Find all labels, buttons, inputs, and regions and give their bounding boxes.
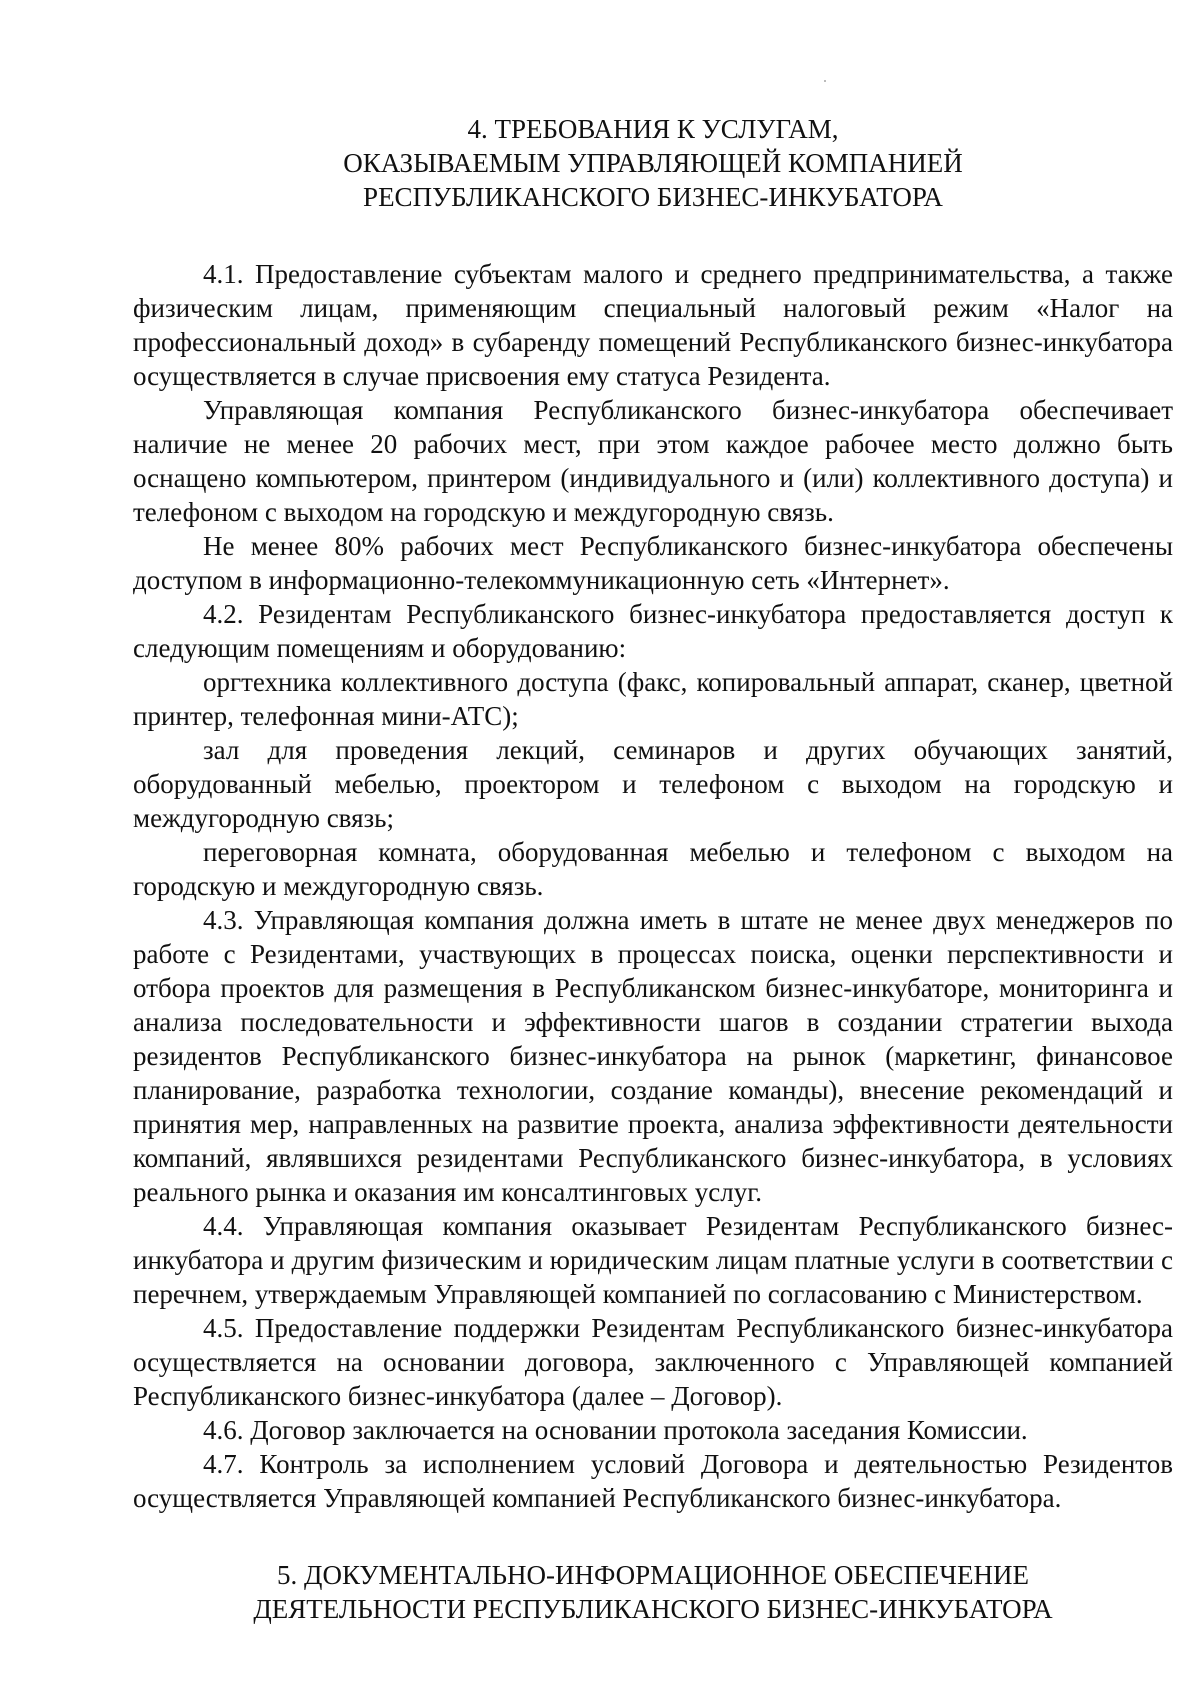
paragraph-4-7: 4.7. Контроль за исполнением условий Договора и деятельностью Резидентов осуществляется Управляющей компанией Республиканского бизнес-инкубатора. bbox=[133, 1449, 1173, 1513]
section-4-title-line: РЕСПУБЛИКАНСКОГО БИЗНЕС-ИНКУБАТОРА bbox=[363, 182, 943, 212]
paragraph-4-6: 4.6. Договор заключается на основании протокола заседания Комиссии. bbox=[203, 1415, 1028, 1445]
paragraph-4-3: 4.3. Управляющая компания должна иметь в штате не менее двух менеджеров по работе с Резидентами, участвующих в процессах поиска, оценки перспективности и отбора проектов для размещения в Республиканском бизнес-инкубаторе, мониторинга и анализа последовательности и эффективности шагов в создании стратегии выхода резидентов Республиканского бизнес-инкубатора на рынок (маркетинг, финансовое планирование, разработка технологии, создание команды), внесение рекомендаций и принятия мер, направленных на развитие проекта, анализа эффективности деятельности компаний, являвшихся резидентами Республиканского бизнес-инкубатора, в условиях реального рынка и оказания им консалтинговых услуг. bbox=[133, 905, 1173, 1207]
paragraph-internet: Не менее 80% рабочих мест Республиканского бизнес-инкубатора обеспечены доступом в информационно-телекоммуникационную сеть «Интернет». bbox=[133, 531, 1173, 595]
section-4-title-line: 4. ТРЕБОВАНИЯ К УСЛУГАМ, bbox=[467, 114, 839, 144]
section-4-title-line: ОКАЗЫВАЕМЫМ УПРАВЛЯЮЩЕЙ КОМПАНИЕЙ bbox=[343, 148, 963, 178]
paragraph-4-5: 4.5. Предоставление поддержки Резидентам Республиканского бизнес-инкубатора осуществляется на основании договора, заключенного с Управляющей компанией Республиканского бизнес-инкубатора (далее – Договор). bbox=[133, 1313, 1173, 1411]
scan-speck bbox=[824, 80, 826, 82]
list-item-office-equipment: оргтехника коллективного доступа (факс, копировальный аппарат, сканер, цветной принтер, телефонная мини-АТС); bbox=[133, 667, 1173, 731]
section-5-title bbox=[133, 1558, 1173, 1626]
document-body bbox=[133, 112, 1173, 1626]
list-item-lecture-hall: зал для проведения лекций, семинаров и других обучающих занятий, оборудованный мебелью, проектором и телефоном с выходом на городскую и междугородную связь; bbox=[133, 735, 1173, 833]
section-5-title-line: 5. ДОКУМЕНТАЛЬНО-ИНФОРМАЦИОННОЕ ОБЕСПЕЧЕНИЕ bbox=[277, 1560, 1029, 1590]
paragraph-4-2: 4.2. Резидентам Республиканского бизнес-инкубатора предоставляется доступ к следующим помещениям и оборудованию: bbox=[133, 599, 1173, 663]
list-item-meeting-room: переговорная комната, оборудованная мебелью и телефоном с выходом на городскую и междугородную связь. bbox=[133, 837, 1173, 901]
section-5-title-line: ДЕЯТЕЛЬНОСТИ РЕСПУБЛИКАНСКОГО БИЗНЕС-ИНКУБАТОРА bbox=[253, 1594, 1053, 1624]
paragraph-workplaces: Управляющая компания Республиканского бизнес-инкубатора обеспечивает наличие не менее 20 рабочих мест, при этом каждое рабочее место должно быть оснащено компьютером, принтером (индивидуального и (или) коллективного доступа) и телефоном с выходом на городскую и междугородную связь. bbox=[133, 395, 1173, 527]
section-4-title bbox=[133, 112, 1173, 214]
paragraph-4-4: 4.4. Управляющая компания оказывает Резидентам Республиканского бизнес-инкубатора и другим физическим и юридическим лицам платные услуги в соответствии с перечнем, утверждаемым Управляющей компанией по согласованию с Министерством. bbox=[133, 1211, 1173, 1309]
paragraph-4-1: 4.1. Предоставление субъектам малого и среднего предпринимательства, а также физическим лицам, применяющим специальный налоговый режим «Налог на профессиональный доход» в субаренду помещений Республиканского бизнес-инкубатора осуществляется в случае присвоения ему статуса Резидента. bbox=[133, 259, 1173, 391]
